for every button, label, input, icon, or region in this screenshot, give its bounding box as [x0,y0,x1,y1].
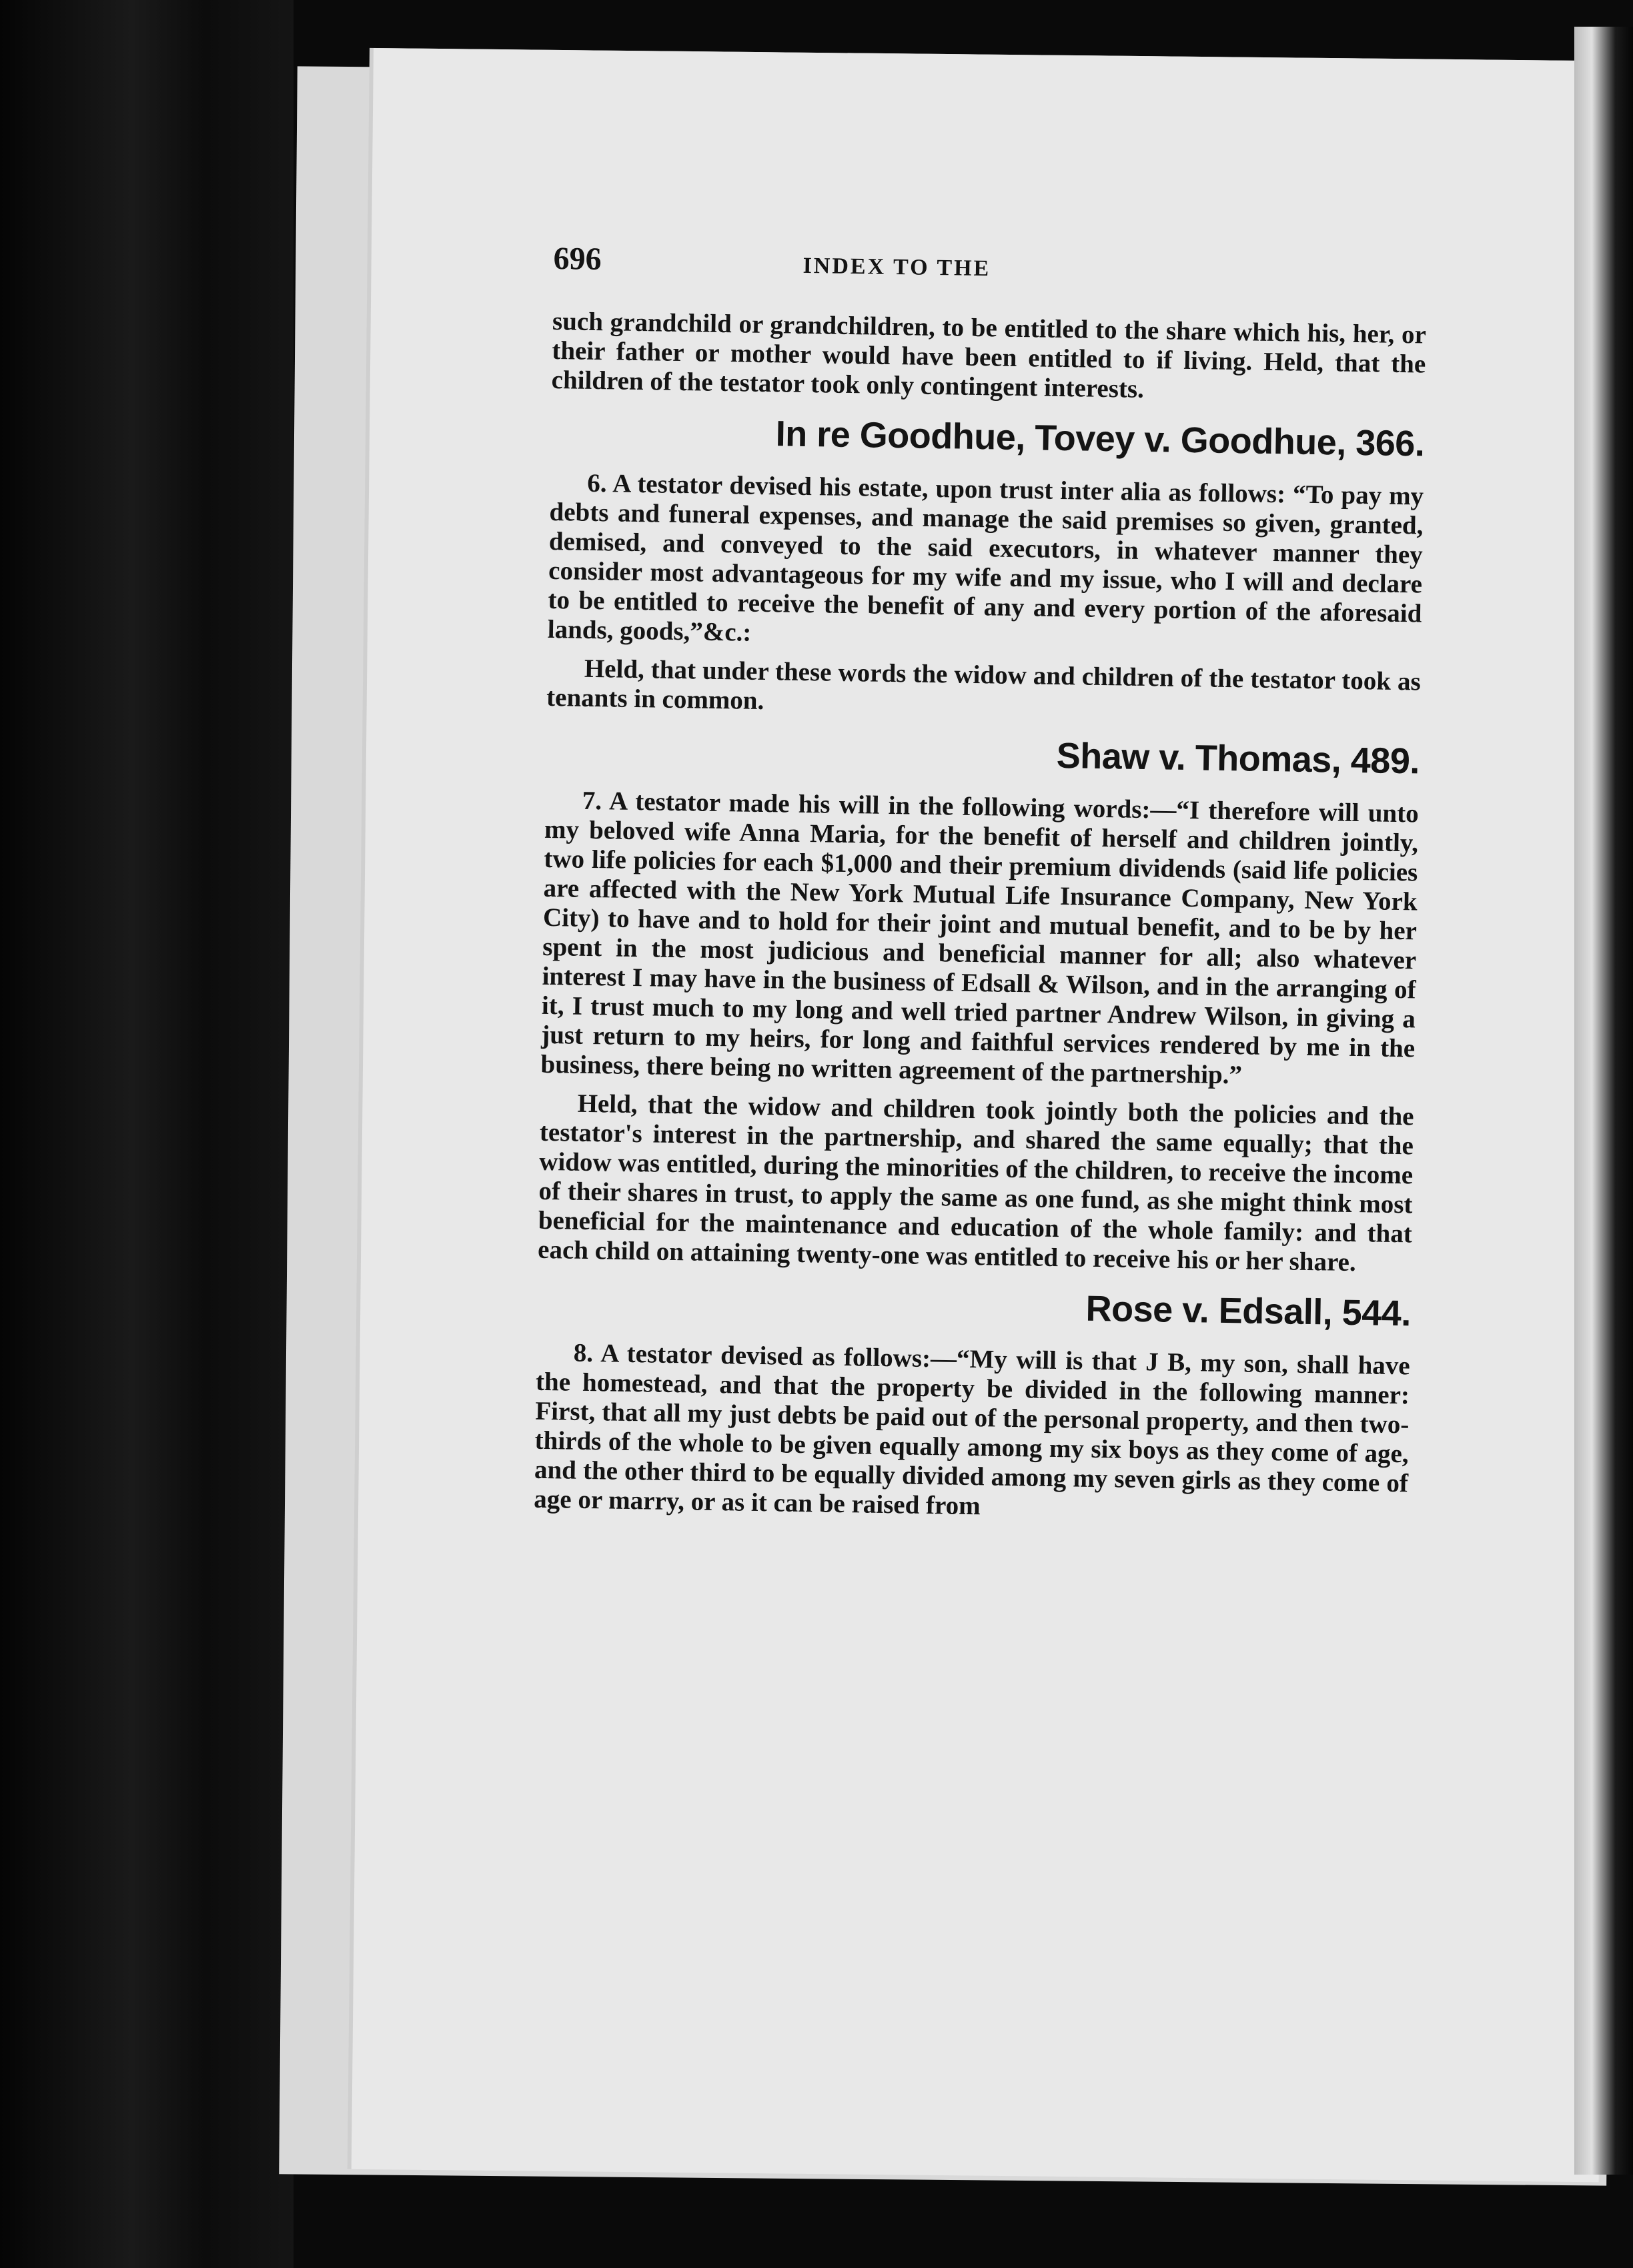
paragraph-holding-7: Held, that the widow and children took jointly both the policies and the testator's interest in the partnership, and shared the same equally; that the widow was entitled, during the minorities of the children, to receive the income of their shares in trust, to apply the same as one fund, as she might think most beneficial for the maintenance and education of the whole family: and that each child on attaining twenty-one was entitled to receive his or her share. [537,1089,1414,1277]
page-header [553,240,1428,314]
page-content [534,240,1428,1528]
microfilm-dark-edge [0,0,294,2268]
paragraph-continuation: such grandchild or grandchildren, to be entitled to the share which his, her, or their father or mother would have been entitled to if living. Held, that the children of the testator took only contingent interests. [551,306,1427,404]
paragraph-item-6: 6. A testator devised his estate, upon trust inter alia as follows: “To pay my debts and funeral expenses, and manage the said premises so given, granted, demised, and conveyed to the said executors, in whatever manner they consider most advantageous for my wife and my issue, who I will and declare to be entitled to receive the benefit of any and every portion of the aforesaid lands, goods,”&c.: [547,468,1424,647]
paragraph-item-8: 8. A testator devised as follows:—“My will is that J B, my son, shall have the homestead, and that the property be divided in the following manner: First, that all my just debts be paid out of the personal property, and then two-thirds of the whole to be given equally among my six boys as they come of age, and the other third to be equally divided among my seven girls as they come of age or marry, or as it can be raised from [534,1338,1410,1521]
running-head: INDEX TO THE [802,253,991,281]
paragraph-item-7: 7. A testator made his will in the following words:—“I therefore will unto my beloved wife Anna Maria, for the benefit of herself and children jointly, two life policies for each $1,000 and their premium dividends (said life policies are affected with the New York Mutual Life Insurance Company, New York City) to have and to hold for their joint and mutual benefit, and to be by her spent in the most judicious and beneficial manner for all; also whatever interest I may have in the business of Edsall & Wilson, and in the arranging of it, I trust much to my long and well tried partner Andrew Wilson, in giving a just return to my heirs, for long and faithful services rendered by me in the business, there being no written agreement of the partnership.” [540,786,1419,1090]
case-citation-rose: Rose v. Edsall, 544. [1085,1288,1412,1334]
facing-page-edge [1574,27,1633,2175]
case-citation-goodhue: In re Goodhue, Tovey v. Goodhue, 366. [775,414,1425,464]
page-number: 696 [553,240,602,277]
case-citation-shaw: Shaw v. Thomas, 489. [1056,735,1420,782]
paragraph-holding-6: Held, that under these words the widow and children of the testator took as tenants in common. [546,654,1422,716]
